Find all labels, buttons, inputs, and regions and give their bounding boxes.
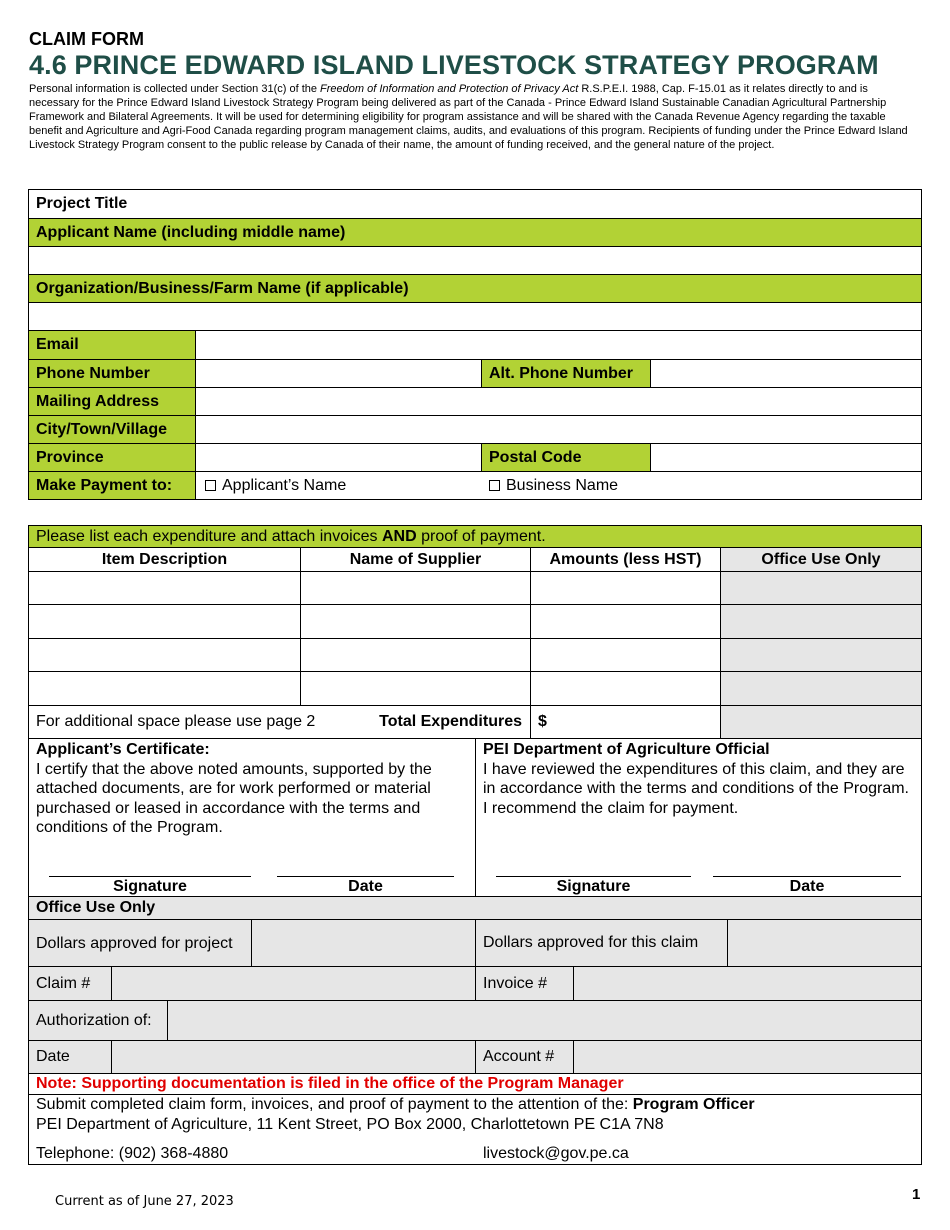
telephone: Telephone: (902) 368-4880 (36, 1145, 229, 1162)
department-address: PEI Department of Agriculture, 11 Kent Street, PO Box 2000, Charlottetown PE C1A 7N8 (36, 1115, 664, 1133)
official-signature-label: Signature (556, 878, 631, 895)
applicant-name-option[interactable]: Applicant’s Name (205, 477, 346, 495)
applicant-name-input[interactable] (29, 247, 921, 275)
table-row-item[interactable] (29, 639, 301, 672)
payment-label: Make Payment to: (29, 472, 196, 499)
act-name: Freedom of Information and Protection of Privacy Act (320, 83, 579, 95)
claim-section (28, 525, 922, 1165)
table-row-office (721, 672, 921, 706)
payment-options (196, 472, 921, 499)
applicant-signature-line[interactable] (49, 876, 251, 877)
expenditure-instruction: Please list each expenditure and attach invoices AND proof of payment. (29, 526, 921, 548)
city-label: City/Town/Village (29, 416, 196, 444)
col-supplier: Name of Supplier (301, 548, 531, 572)
business-name-checkbox[interactable] (489, 480, 500, 491)
additional-space-note: For additional space please use page 2 (36, 713, 316, 730)
authorization-label: Authorization of: (29, 1001, 168, 1041)
phone-label: Phone Number (29, 360, 196, 388)
claim-number-input[interactable] (112, 967, 476, 1001)
table-row-item[interactable] (29, 672, 301, 706)
alt-phone-label: Alt. Phone Number (482, 360, 651, 388)
official-signature-line[interactable] (496, 876, 691, 877)
applicant-signature-label: Signature (113, 878, 187, 895)
official-date-line[interactable] (713, 876, 901, 877)
email-label: Email (29, 331, 196, 360)
office-date-label: Date (29, 1041, 112, 1074)
page-number: 1 (912, 1186, 921, 1203)
applicant-name-checkbox[interactable] (205, 480, 216, 491)
province-label: Province (29, 444, 196, 472)
page-title: 4.6 PRINCE EDWARD ISLAND LIVESTOCK STRATEGY PROGRAM (29, 50, 879, 80)
official-cert-text: I have reviewed the expenditures of this claim, and they are in accordance with the terms and conditions of the Program. I recommend the claim for payment. (483, 760, 909, 817)
table-row-office (721, 572, 921, 605)
total-expenditures-label: Total Expenditures (379, 713, 522, 730)
dollars-claim-input[interactable] (728, 920, 921, 967)
table-row-amount[interactable] (531, 605, 721, 639)
dollars-project-input[interactable] (252, 920, 476, 967)
official-date-label: Date (789, 878, 825, 895)
account-number-label: Account # (476, 1041, 574, 1074)
submit-instruction: Submit completed claim form, invoices, and proof of payment to the attention of the: Program Officer (36, 1096, 755, 1113)
table-row-office (721, 605, 921, 639)
total-row-label (29, 706, 531, 739)
table-row-supplier[interactable] (301, 605, 531, 639)
current-date-footer: Current as of June 27, 2023 (55, 1194, 234, 1209)
official-certificate (476, 739, 921, 897)
email-input[interactable] (196, 331, 921, 360)
applicant-certificate (29, 739, 476, 897)
office-use-heading: Office Use Only (29, 897, 921, 920)
mailing-input[interactable] (196, 388, 921, 416)
table-row-amount[interactable] (531, 572, 721, 605)
applicant-date-label: Date (348, 878, 383, 895)
privacy-notice: Personal information is collected under Section 31(c) of the Freedom of Information and Protection of Privacy Act R.S.P.E.I. 1988, Cap. F-15.01 as it relates directly to and is necessary for the Prince Edward Island Livestock Strategy Program being delivered as part of the Canada - Prince Edward Island Sustainable Canadian Agricultural Partnership Framework and Bilateral Agreements. It will be used for determining eligibility for program assistance and will be shared with the Canada Revenue Agency regarding the taxable benefit and Agriculture and Agri-Food Canada regarding program management claims, audits, and evaluations of this program. Recipients of funding under the Prince Edward Island Livestock Strategy Program consent to the public release by Canada of their name, the amount of funding received, and the general nature of the project. (29, 83, 908, 151)
contact-email[interactable]: livestock@gov.pe.ca (483, 1145, 629, 1162)
office-date-input[interactable] (112, 1041, 476, 1074)
table-row-item[interactable] (29, 605, 301, 639)
applicant-date-line[interactable] (277, 876, 454, 877)
postal-label: Postal Code (482, 444, 651, 472)
claim-number-label: Claim # (29, 967, 112, 1001)
table-row-supplier[interactable] (301, 572, 531, 605)
applicant-section (28, 189, 922, 500)
invoice-number-input[interactable] (574, 967, 921, 1001)
city-input[interactable] (196, 416, 921, 444)
table-row-item[interactable] (29, 572, 301, 605)
alt-phone-input[interactable] (651, 360, 921, 388)
dollars-claim-label: Dollars approved for this claim (476, 920, 728, 967)
project-title-field[interactable]: Project Title (29, 190, 921, 219)
table-row-amount[interactable] (531, 672, 721, 706)
table-row-amount[interactable] (531, 639, 721, 672)
col-item-description: Item Description (29, 548, 301, 572)
authorization-input[interactable] (168, 1001, 921, 1041)
applicant-name-label: Applicant Name (including middle name) (29, 219, 921, 247)
official-cert-heading: PEI Department of Agriculture Official (483, 741, 770, 758)
submission-info (29, 1095, 921, 1164)
dollars-project-label: Dollars approved for project (29, 920, 252, 967)
applicant-cert-text: I certify that the above noted amounts, supported by the attached documents, are for work performed or material purchased or leased in accordance with the terms and conditions of the Program. (36, 760, 432, 836)
table-row-office (721, 639, 921, 672)
business-name-option[interactable]: Business Name (489, 477, 618, 495)
postal-input[interactable] (651, 444, 921, 472)
table-row-supplier[interactable] (301, 639, 531, 672)
col-office-use: Office Use Only (721, 548, 921, 572)
organization-input[interactable] (29, 303, 921, 331)
organization-label: Organization/Business/Farm Name (if applicable) (29, 275, 921, 303)
supporting-docs-note: Note: Supporting documentation is filed in the office of the Program Manager (29, 1074, 921, 1095)
total-amount-input[interactable]: $ (531, 706, 721, 739)
account-number-input[interactable] (574, 1041, 921, 1074)
col-amounts: Amounts (less HST) (531, 548, 721, 572)
table-row-supplier[interactable] (301, 672, 531, 706)
invoice-number-label: Invoice # (476, 967, 574, 1001)
mailing-label: Mailing Address (29, 388, 196, 416)
phone-input[interactable] (196, 360, 482, 388)
province-input[interactable] (196, 444, 482, 472)
total-office-use (721, 706, 921, 739)
form-label: CLAIM FORM (29, 29, 144, 49)
applicant-cert-heading: Applicant’s Certificate: (36, 741, 210, 758)
